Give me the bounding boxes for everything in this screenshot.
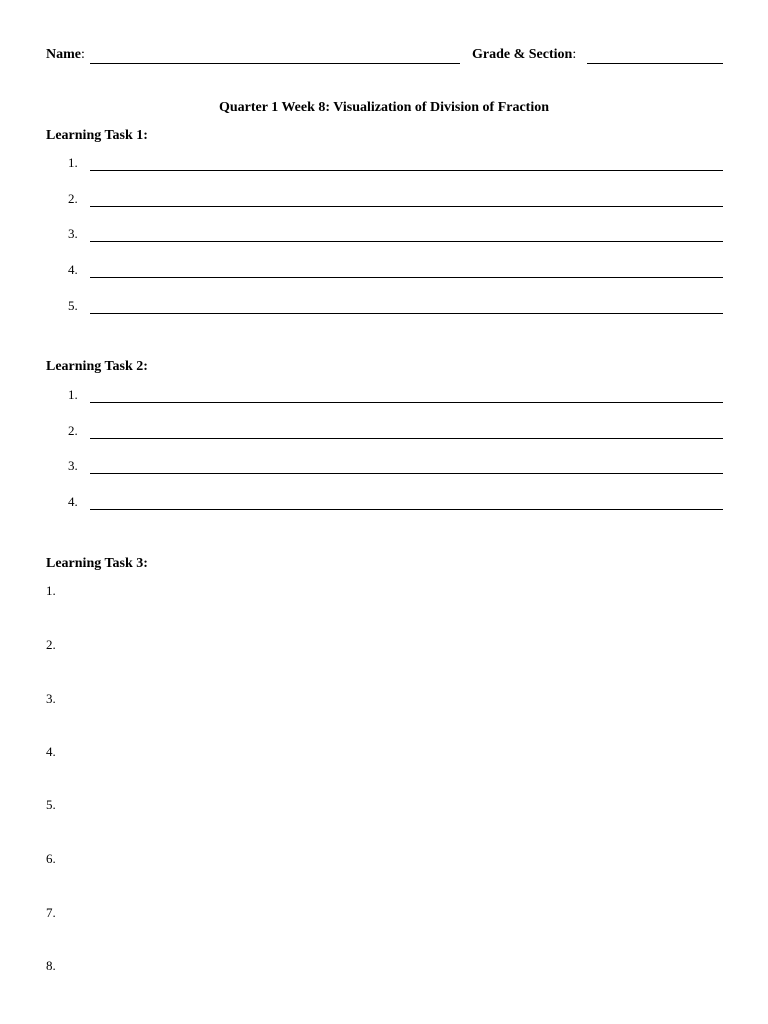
item-number: 2. — [68, 423, 78, 438]
task-3-item: 1. — [46, 583, 56, 598]
name-label: Name: — [46, 47, 85, 62]
worksheet-title: Quarter 1 Week 8: Visualization of Division of Fraction — [218, 100, 550, 115]
task-3-item: 5. — [46, 797, 56, 812]
student-info-row — [46, 47, 723, 67]
task-2-answer-row[interactable] — [68, 423, 723, 443]
answer-line[interactable] — [90, 509, 723, 510]
task-3-item: 7. — [46, 905, 56, 920]
grade-section-label: Grade & Section: — [472, 47, 577, 62]
answer-line[interactable] — [90, 170, 723, 171]
answer-line[interactable] — [90, 473, 723, 474]
item-number: 2. — [68, 191, 78, 206]
answer-line[interactable] — [90, 277, 723, 278]
task-3-item: 8. — [46, 958, 56, 973]
task-2-answer-row[interactable] — [68, 387, 723, 407]
item-number: 1. — [68, 387, 78, 402]
task-1-answer-row[interactable] — [68, 262, 723, 282]
answer-line[interactable] — [90, 402, 723, 403]
task-2-answer-row[interactable] — [68, 494, 723, 514]
name-blank[interactable] — [90, 63, 460, 64]
answer-line[interactable] — [90, 241, 723, 242]
item-number: 4. — [68, 494, 78, 509]
task-1-answer-row[interactable] — [68, 226, 723, 246]
task-2-heading: Learning Task 2: — [46, 359, 148, 374]
grade-section-blank[interactable] — [587, 63, 723, 64]
answer-line[interactable] — [90, 438, 723, 439]
task-1-answer-row[interactable] — [68, 298, 723, 318]
task-1-answer-row[interactable] — [68, 191, 723, 211]
answer-line[interactable] — [90, 313, 723, 314]
task-3-item: 2. — [46, 637, 56, 652]
task-1-answer-row[interactable] — [68, 155, 723, 175]
answer-line[interactable] — [90, 206, 723, 207]
item-number: 5. — [68, 298, 78, 313]
item-number: 3. — [68, 458, 78, 473]
item-number: 3. — [68, 226, 78, 241]
task-3-item: 6. — [46, 851, 56, 866]
item-number: 1. — [68, 155, 78, 170]
task-1-heading: Learning Task 1: — [46, 128, 148, 143]
task-3-item: 4. — [46, 744, 56, 759]
task-3-item: 3. — [46, 691, 56, 706]
task-3-heading: Learning Task 3: — [46, 556, 148, 571]
task-2-answer-row[interactable] — [68, 458, 723, 478]
item-number: 4. — [68, 262, 78, 277]
